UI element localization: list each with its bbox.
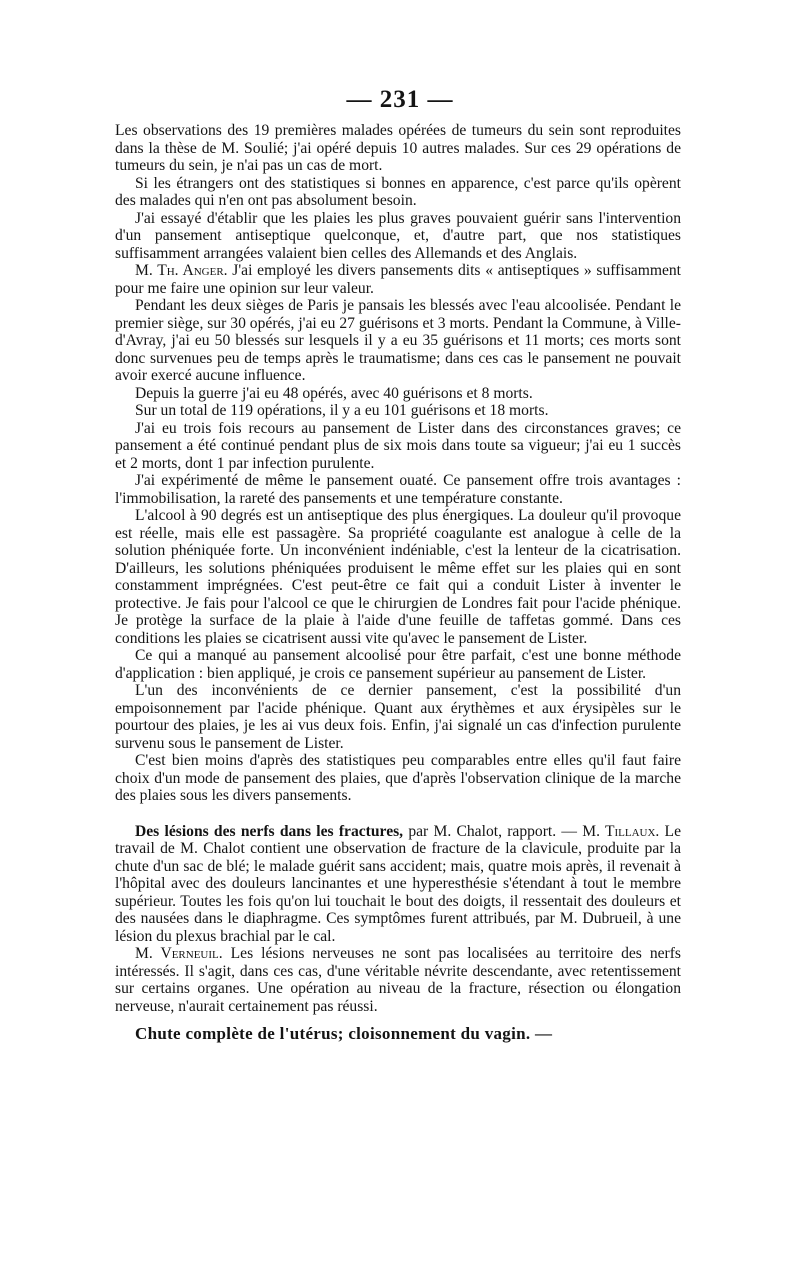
body-text [115,122,681,1043]
paragraph: J'ai expérimenté de même le pansement ouaté. Ce pansement offre trois avantages : l'immobilisation, la rareté des pansements et une température constante. [115,472,681,507]
paragraph-text: par M. Chalot, rapport. — [403,822,583,840]
paragraph [115,262,681,297]
paragraph: Ce qui a manqué au pansement alcoolisé pour être parfait, c'est une bonne méthode d'application : bien appliqué, je crois ce pansement supérieur au pansement de Lister. [115,647,681,682]
paragraph: Sur un total de 119 opérations, il y a eu 101 guérisons et 18 morts. [135,402,549,419]
paragraph-text: J'ai employé les divers pansements dits « antiseptiques » suffisamment pour me faire une opinion sur leur valeur. [115,262,682,297]
paragraph: J'ai eu trois fois recours au pansement de Lister dans des circonstances graves; ce pansement a été continué pendant plus de six mois dans toute sa vigueur; j'ai eu 1 succès et 2 morts, dont 1 par infection purulente. [115,419,681,472]
paragraph: Les observations des 19 premières malades opérées de tumeurs du sein sont reproduites dans la thèse de M. Soulié; j'ai opéré depuis 10 autres malades. Sur ces 29 opérations de tumeurs du sein, je n'ai pas un cas de mort. [115,122,681,174]
speaker-name: M. Verneuil. [135,945,223,962]
page-number: — 231 — [346,86,454,113]
speaker-name: M. Tillaux. [582,822,660,840]
speaker-name: M. Th. Anger. [135,262,228,279]
paragraph-text: Les lésions nerveuses ne sont pas localisées au territoire des nerfs intéressés. Il s'agit, dans ces cas, d'une véritable névrite descendante, avec retentissement sur certains organes. Une opération au niveau de la fracture, résection ou élongation nerveuse, n'aurait certainement pas réussi. [115,945,681,1015]
paragraph: Si les étrangers ont des statistiques si bonnes en apparence, c'est parce qu'ils opèrent des malades qui n'en ont pas absolument besoin. [115,174,681,209]
paragraph: Depuis la guerre j'ai eu 48 opérés, avec 40 guérisons et 8 morts. [135,384,533,402]
paragraph: J'ai essayé d'établir que les plaies les plus graves pouvaient guérir sans l'intervention d'un pansement antiseptique quelconque, et, d'autre part, que nos statistiques suffisamment arrangées valaient bien celles des Allemands et des Anglais. [115,209,681,262]
section-heading-final: Chute complète de l'utérus; cloisonnement du vagin. — [135,1024,553,1043]
paragraph-text: Le travail de M. Chalot contient une observation de fracture de la clavicule, produite par la chute d'un sac de blé; le malade guérit sans accident; mais, quatre mois après, il revenait à l'hôpital avec des douleurs lancinantes et une hyperesthésie s'étendant à tout le membre supérieur. Toutes les fois qu'on lui touchait le bout des doigts, il ressentait des douleurs et des nausées dans le diaphragme. Ces symptômes furent attribués, par M. Dubrueil, à une lésion du plexus brachial par le cal. [115,822,681,945]
paragraph: L'alcool à 90 degrés est un antiseptique des plus énergiques. La douleur qu'il provoque est réelle, mais elle est passagère. Sa propriété coagulante est analogue à celle de la solution phéniquée forte. Un inconvénient indéniable, c'est la lenteur de la cicatrisation. D'ailleurs, les solutions phéniquées produisent le même effet sur les plaies qui en sont constamment imprégnées. C'est peut-être ce fait qui a conduit Lister à inventer le protective. Je fais pour l'alcool ce que le chirurgien de Londres fait pour l'acide phénique. Je protège la surface de la plaie à l'aide d'une feuille de taffetas gommé. Dans ces conditions les plaies se cicatrisent aussi vite qu'avec le pansement de Lister. [115,507,681,647]
paragraph: L'un des inconvénients de ce dernier pansement, c'est la possibilité d'un empoisonnement par l'acide phénique. Quant aux érythèmes et aux érysipèles sur le pourtour des plaies, je les ai vus deux fois. Enfin, j'ai signalé un cas d'infection purulente survenu sous le pansement de Lister. [115,682,681,752]
paragraph: C'est bien moins d'après des statistiques peu comparables entre elles qu'il faut faire choix d'un mode de pansement des plaies, que d'après l'observation clinique de la marche des plaies sous les divers pansements. [115,752,681,804]
section-heading: Des lésions des nerfs dans les fractures, [135,822,404,840]
paragraph [115,945,681,1015]
paragraph: Pendant les deux sièges de Paris je pansais les blessés avec l'eau alcoolisée. Pendant le premier siège, sur 30 opérés, j'ai eu 27 guérisons et 3 morts. Pendant la Commune, à Ville-d'Avray, j'ai eu 50 blessés sur lesquels il y a eu 35 guérisons et 11 morts; ces morts sont donc survenues peu de temps après le traumatisme; dans ces cas le pansement ne pouvait avoir exercé aucune influence. [115,297,681,384]
section-paragraph [115,823,681,946]
